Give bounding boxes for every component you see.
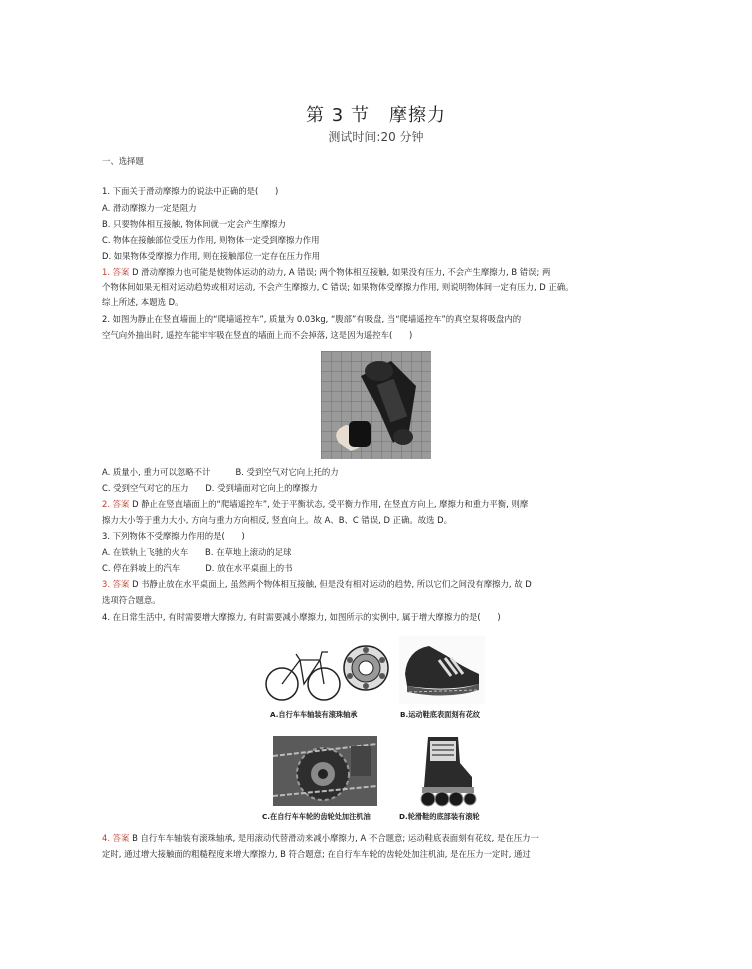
q4-stem: 4. 在日常生活中, 有时需要增大摩擦力, 有时需要减小摩擦力, 如图所示的实例中, 属于增大摩擦力的是( ) [102,612,501,622]
q1-answer-tag: 1. 答案 [102,267,130,277]
caption-a: A.自行车车轴装有滚珠轴承 [270,710,358,719]
q2-answer-text: 擦力大小等于重力大小, 方向与重力方向相反, 竖直向上。故 A、B、C 错误, D 正确。故选 D。 [102,515,452,525]
q2-options-cd: C. 受到空气对它的压力 D. 受到墙面对它向上的摩擦力 [102,483,318,493]
q3-stem: 3. 下列物体不受摩擦力作用的是( ) [102,531,245,541]
q1-option-d: D. 如果物体受摩擦力作用, 则在接触部位一定存在压力作用 [102,251,321,261]
q2-options-ab: A. 质量小, 重力可以忽略不计 B. 受到空气对它向上托的力 [102,467,339,477]
q3-options-cd: C. 停在斜坡上的汽车 D. 放在水平桌面上的书 [102,563,293,573]
q1-option-c: C. 物体在接触部位受压力作用, 则物体一定受到摩擦力作用 [102,235,320,245]
test-time: 测试时间:20 分钟 [328,130,424,144]
q1-option-b: B. 只要物体相互接触, 物体间就一定会产生摩擦力 [102,219,286,229]
q1-answer-text: 个物体间如果无相对运动趋势或相对运动, 不会产生摩擦力, C 错误; 如果物体受摩擦力作用, 则说明物体间一定有压力, D 正确。 [102,282,574,292]
q4-answer-line [102,832,662,845]
caption-c: C.在自行车车轮的齿轮处加注机油 [262,812,371,821]
bicycle-bearing-image [262,636,394,706]
q1-answer-line [102,266,662,279]
caption-b: B.运动鞋底表面刻有花纹 [400,710,481,719]
wall-climbing-car-photo [321,351,431,459]
q3-answer-line [102,578,662,591]
q3-options-ab: A. 在铁轨上飞驰的火车 B. 在草地上滚动的足球 [102,547,292,557]
q4-answer-tag: 4. 答案 [102,833,130,843]
section-heading: 一、选择题 [102,156,144,166]
q2-answer-text: D 静止在竖直墙面上的“爬墙遥控车”, 处于平衡状态, 受平衡力作用, 在竖直方向上, 摩擦力和重力平衡, 则摩 [129,499,529,509]
roller-skate-image [414,733,478,809]
q3-answer-text: D 书静止放在水平桌面上, 虽然两个物体相互接触, 但是没有相对运动的趋势, 所以它们之间没有摩擦力, 故 D [129,579,532,589]
q2-answer-line [102,498,662,511]
q1-answer-text: 综上所述, 本题选 D。 [102,297,184,307]
q3-answer-text: 选项符合题意。 [102,595,161,605]
q3-answer-tag: 3. 答案 [102,579,130,589]
q2-answer-tag: 2. 答案 [102,499,130,509]
q1-answer-text: D 滑动摩擦力也可能是使物体运动的动力, A 错误; 两个物体相互接触, 如果没有压力, 不会产生摩擦力, B 错误; 两 [129,267,551,277]
page-title: 第 3 节 摩擦力 [306,105,446,126]
bicycle-gear-image [273,736,377,806]
caption-d: D.轮滑鞋的底部装有滚轮 [399,812,480,821]
q1-option-a: A. 滑动摩擦力一定是阻力 [102,203,197,213]
q2-stem: 空气向外抽出时, 遥控车能牢牢吸在竖直的墙面上而不会掉落, 这是因为遥控车( ) [102,330,413,340]
q1-stem: 1. 下面关于滑动摩擦力的说法中正确的是( ) [102,186,279,196]
q2-stem: 2. 如图为静止在竖直墙面上的“爬墙遥控车”, 质量为 0.03kg, “腹部”有吸盘, 当“爬墙遥控车”的真空泵将吸盘内的 [102,314,522,324]
q4-answer-text: 定时, 通过增大接触面的粗糙程度来增大摩擦力, B 符合题意; 在自行车车轮的齿轮处加注机油, 是在压力一定时, 通过 [102,849,531,859]
q4-answer-text: B 自行车车轴装有滚珠轴承, 是用滚动代替滑动来减小摩擦力, A 不合题意; 运动鞋底表面刻有花纹, 是在压力一 [129,833,539,843]
sneaker-image [399,636,485,704]
